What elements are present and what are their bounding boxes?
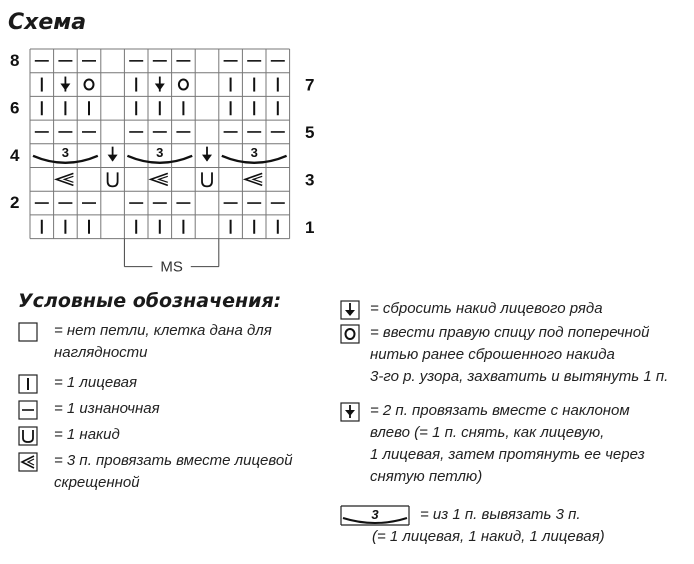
inc-1-to-3-icon (340, 504, 410, 526)
chart-title: Схема (8, 10, 87, 35)
legend-item-loop-under (340, 322, 690, 388)
drop-yo-arrowhead (108, 155, 118, 162)
yarn-over-symbol (202, 172, 212, 186)
row-number-right: 3 (305, 170, 315, 190)
knit-stitch-icon (18, 374, 38, 394)
legend-text: наглядности (54, 344, 148, 361)
legend-item-knit (18, 372, 328, 394)
row-number-right: 1 (305, 217, 315, 237)
legend-text: = сбросить накид лицевого ряда (370, 300, 603, 317)
legend-item-inc-1-to-3 (340, 504, 690, 548)
k2tog-left-icon (340, 402, 360, 422)
k3tog-inner (253, 176, 262, 182)
k3tog-inner (64, 176, 73, 182)
legend-item-purl (18, 398, 328, 420)
legend-text: = ввести правую спицу под поперечной (370, 324, 650, 341)
legend-item-drop-yo (340, 298, 690, 320)
legend-text: = 1 накид (54, 426, 120, 443)
legend-text: = 1 лицевая (54, 374, 138, 391)
inc-three-label: 3 (156, 144, 164, 160)
row-number-left: 2 (10, 193, 20, 213)
k2tog-left-arrowhead (60, 84, 70, 91)
loop-under-strand-icon (340, 324, 360, 344)
legend-item-k2tog-left (340, 400, 690, 488)
legend-item-yarn-over (18, 424, 328, 446)
legend-text: 3-го р. узора, захватить и вытянуть 1 п. (370, 368, 669, 385)
purl-stitch-icon (18, 400, 38, 420)
yarn-over-icon (18, 426, 38, 446)
empty-cell-icon (18, 322, 38, 342)
row-number-left: 8 (10, 51, 20, 70)
legend-text: = 1 изнаночная (54, 400, 160, 417)
k3tog-tbl-icon (18, 452, 38, 472)
inc-three-label: 3 (61, 144, 70, 160)
row-number-right: 5 (305, 123, 315, 143)
legend-text: = 2 п. провязать вместе с наклоном (370, 402, 630, 419)
drop-yo-arrowhead (202, 155, 212, 162)
legend-text: 1 лицевая, затем протянуть ее через (370, 446, 645, 463)
legend-item-k3tog (18, 450, 328, 494)
legend-text: = из 1 п. вывязать 3 п. (420, 506, 581, 523)
legend-text: = нет петли, клетка дана для (54, 322, 272, 339)
legend-text: снятую петлю) (370, 468, 483, 485)
row-number-left: 4 (10, 145, 20, 165)
yarn-over-symbol (108, 172, 118, 186)
legend-text: (= 1 лицевая, 1 накид, 1 лицевая) (372, 528, 605, 545)
row-number-right: 7 (305, 75, 315, 95)
inc-three-label: 3 (250, 144, 258, 160)
loop-under-symbol (179, 80, 188, 90)
drop-yarn-over-icon (340, 300, 360, 320)
repeat-label: MS (160, 258, 183, 276)
legend-text: нитью ранее сброшенного накида (370, 346, 615, 363)
three-label: 3 (371, 507, 379, 522)
legend-title: Условные обозначения: (18, 290, 282, 312)
legend-text: скрещенной (54, 474, 140, 491)
legend-text: = 3 п. провязать вместе лицевой (54, 452, 293, 469)
legend-text: влево (= 1 п. снять, как лицевую, (370, 424, 605, 441)
legend-item-empty-cell (18, 320, 328, 364)
k3tog-inner (159, 176, 168, 182)
loop-under-symbol (85, 80, 94, 90)
k2tog-left-arrowhead (155, 84, 165, 91)
row-number-left: 6 (10, 98, 20, 118)
